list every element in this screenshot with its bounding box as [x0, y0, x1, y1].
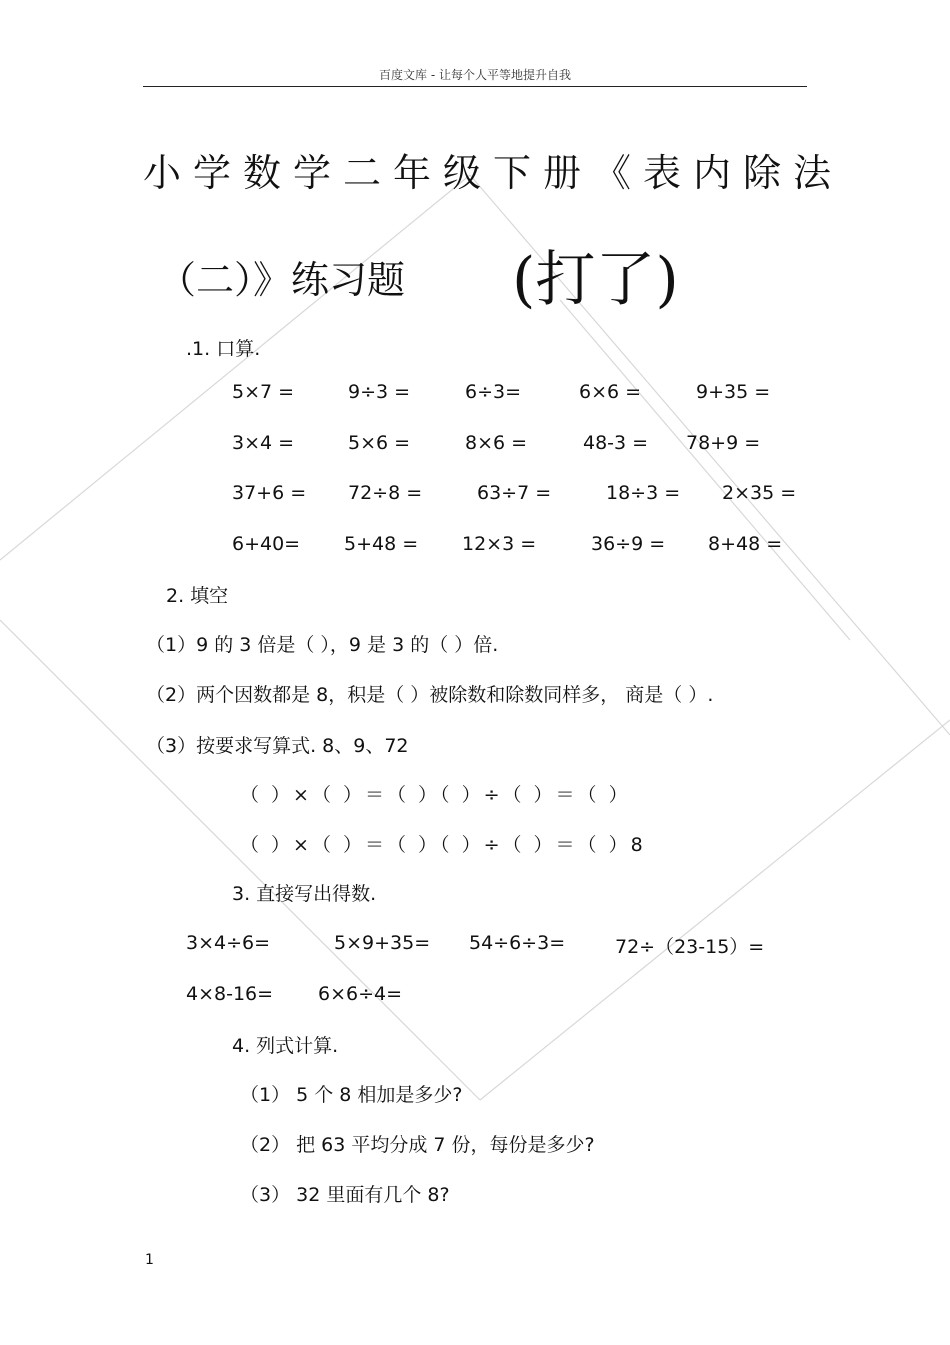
oral-problem: 9÷3 = — [348, 381, 411, 403]
word-problem: （1） 5 个 8 相加是多少? — [240, 1084, 463, 1106]
oral-problem: 8×6 = — [465, 432, 528, 454]
oral-problem: 8+48 = — [708, 533, 783, 555]
blank-equation-row: （ ）×（ ）＝（ ）（ ）÷（ ）＝（ ） — [240, 784, 631, 806]
oral-problem: 12×3 = — [462, 533, 537, 555]
section-2-heading: 2. 填空 — [166, 585, 229, 607]
oral-problem: 5×7 = — [232, 381, 295, 403]
word-problem: （3） 32 里面有几个 8? — [240, 1184, 450, 1206]
section-4-heading: 4. 列式计算. — [232, 1035, 339, 1057]
oral-problem: 5+48 = — [344, 533, 419, 555]
calc-problem: 54÷6÷3= — [469, 932, 566, 954]
oral-problem: 72÷8 = — [348, 482, 423, 504]
calc-problem: 6×6÷4= — [318, 983, 403, 1005]
blank-equation-row: （ ）×（ ）＝（ ）（ ）÷（ ）＝（ ）8 — [240, 834, 646, 856]
oral-problem: 6÷3= — [465, 381, 522, 403]
fill-question-3: （3）按要求写算式. 8、9、72 — [146, 735, 409, 757]
fill-question-1: （1）9 的 3 倍是（ ），9 是 3 的（ ）倍. — [146, 634, 499, 656]
oral-problem: 6+40= — [232, 533, 301, 555]
oral-problem: 5×6 = — [348, 432, 411, 454]
oral-problem: 3×4 = — [232, 432, 295, 454]
oral-problem: 63÷7 = — [477, 482, 552, 504]
section-1-heading: .1. 口算. — [186, 338, 261, 360]
oral-problem: 48-3 = — [583, 432, 649, 454]
oral-problem: 6×6 = — [579, 381, 642, 403]
page-number: 1 — [145, 1252, 154, 1268]
word-problem: （2） 把 63 平均分成 7 份，每份是多少? — [240, 1134, 595, 1156]
calc-problem: 5×9+35= — [334, 932, 431, 954]
page-header: 百度文库 - 让每个人平等地提升自我 — [379, 68, 571, 82]
oral-problem: 18÷3 = — [606, 482, 681, 504]
oral-problem: 9+35 = — [696, 381, 771, 403]
oral-problem: 37+6 = — [232, 482, 307, 504]
calc-problem: 72÷（23-15）= — [615, 936, 765, 958]
title-line-2: （二）》练习题 — [158, 258, 406, 302]
section-3-heading: 3. 直接写出得数. — [232, 883, 377, 905]
title-stamp: (打了) — [512, 245, 679, 315]
header-divider — [143, 86, 807, 87]
calc-problem: 4×8-16= — [186, 983, 274, 1005]
calc-problem: 3×4÷6= — [186, 932, 271, 954]
oral-problem: 2×35 = — [722, 482, 797, 504]
title-line-1: 小学数学二年级下册《表内除法 — [143, 151, 844, 195]
oral-problem: 36÷9 = — [591, 533, 666, 555]
fill-question-2: （2）两个因数都是 8，积是（ ）被除数和除数同样多， 商是（ ）. — [146, 684, 714, 706]
oral-problem: 78+9 = — [686, 432, 761, 454]
